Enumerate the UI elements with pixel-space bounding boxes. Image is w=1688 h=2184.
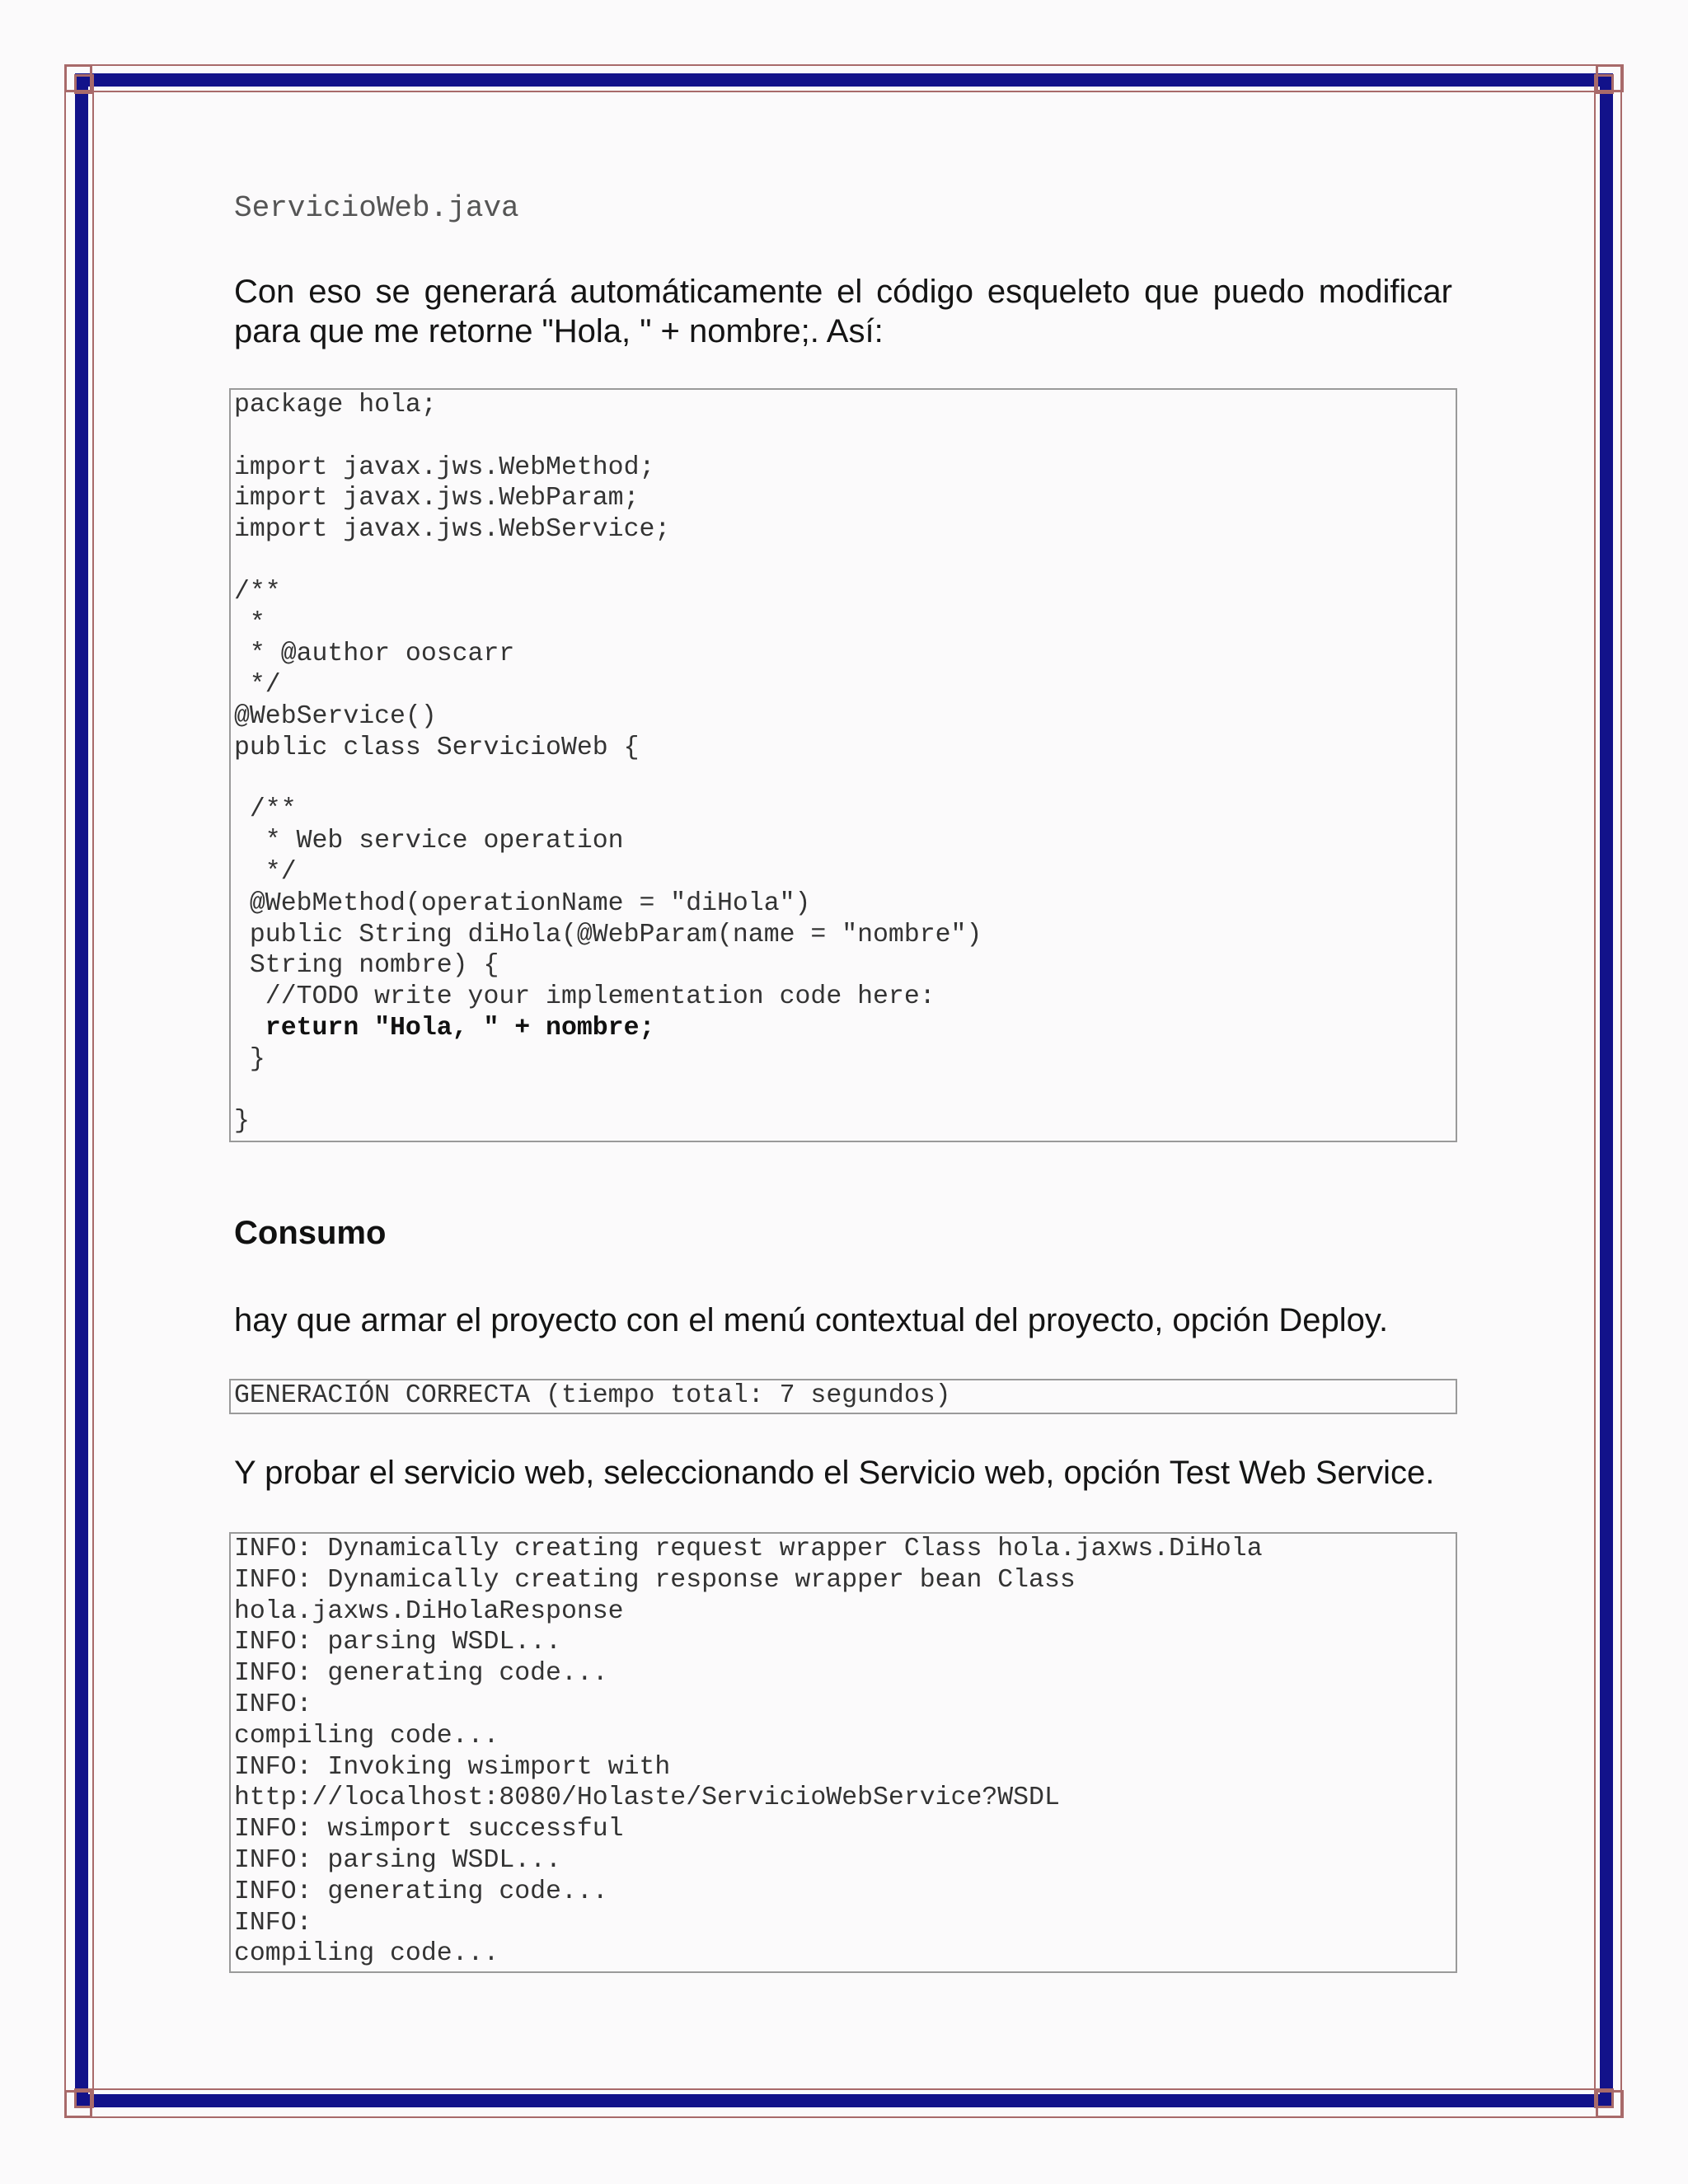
code-line	[234, 421, 1456, 452]
corner-ornament	[74, 74, 94, 94]
code-line: http://localhost:8080/Holaste/ServicioWebService?WSDL	[234, 1783, 1060, 1813]
code-line: public class ServicioWeb {	[234, 733, 640, 762]
test-paragraph: Y probar el servicio web, seleccionando el Servicio web, opción Test Web Service.	[234, 1455, 1435, 1491]
code-line: INFO: parsing WSDL...	[234, 1845, 561, 1875]
code-line	[234, 546, 1456, 577]
corner-ornament	[1594, 2088, 1614, 2108]
code-line: import javax.jws.WebMethod;	[234, 452, 655, 482]
code-line: compiling code...	[234, 1721, 499, 1750]
code-line: INFO: generating code...	[234, 1877, 608, 1906]
code-line	[234, 1076, 1456, 1107]
code-line: @WebService()	[234, 701, 437, 731]
code-line: //TODO write your implementation code here:	[234, 982, 935, 1012]
corner-ornament	[1594, 74, 1614, 94]
code-line: INFO: parsing WSDL...	[234, 1628, 561, 1657]
code-line: INFO: Dynamically creating request wrapper Class hola.jaxws.DiHola	[234, 1535, 1263, 1563]
code-line: /**	[234, 577, 281, 607]
code-line: package hola;	[234, 391, 437, 419]
code-line: }	[234, 1044, 265, 1074]
code-line: GENERACIÓN CORRECTA (tiempo total: 7 segundos)	[234, 1381, 951, 1410]
code-line: /**	[234, 795, 297, 825]
code-line: compiling code...	[234, 1939, 499, 1969]
code-line: public String diHola(@WebParam(name = "nombre")	[234, 920, 982, 949]
code-line: * @author ooscarr	[234, 640, 515, 669]
code-line: }	[234, 1107, 250, 1137]
code-line: import javax.jws.WebService;	[234, 515, 671, 545]
code-filename: ServicioWeb.java	[234, 191, 519, 225]
code-line: */	[234, 671, 281, 701]
intro-paragraph: Con eso se generará automáticamente el código esqueleto que puedo modificar para que me retorne "Hola, " + nombre;. Así:	[234, 274, 1452, 349]
code-line	[234, 764, 1456, 795]
build-output-box	[229, 1379, 1457, 1414]
code-line: INFO: Dynamically creating response wrapper bean Class	[234, 1565, 1076, 1595]
section-heading: Consumo	[234, 1215, 387, 1251]
code-line: INFO:	[234, 1690, 312, 1719]
corner-ornament	[74, 2088, 94, 2108]
deploy-paragraph: hay que armar el proyecto con el menú contextual del proyecto, opción Deploy.	[234, 1302, 1389, 1338]
code-line: INFO: generating code...	[234, 1659, 608, 1689]
code-line: hola.jaxws.DiHolaResponse	[234, 1596, 624, 1626]
code-line: @WebMethod(operationName = "diHola")	[234, 888, 811, 918]
code-line: INFO:	[234, 1908, 312, 1938]
code-line: *	[234, 608, 265, 638]
code-line: INFO: wsimport successful	[234, 1815, 624, 1844]
test-output-box	[229, 1532, 1457, 1973]
code-line: import javax.jws.WebParam;	[234, 484, 640, 513]
code-line: String nombre) {	[234, 951, 499, 981]
code-line: * Web service operation	[234, 827, 624, 856]
code-line: */	[234, 857, 297, 887]
code-line: INFO: Invoking wsimport with	[234, 1752, 671, 1782]
code-listing	[229, 388, 1457, 1142]
code-line: return "Hola, " + nombre;	[234, 1013, 655, 1043]
